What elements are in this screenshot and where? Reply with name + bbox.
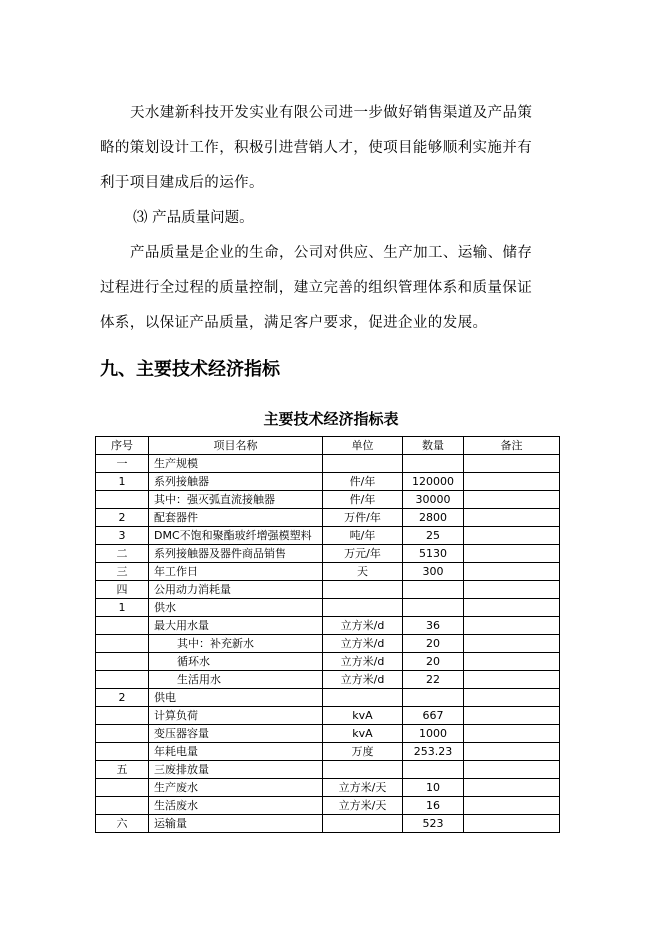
- cell-no: [96, 653, 149, 671]
- cell-name: 循环水: [149, 653, 323, 671]
- cell-remark: [464, 635, 560, 653]
- cell-unit: [323, 581, 403, 599]
- cell-unit: [323, 689, 403, 707]
- indicators-table: [95, 436, 560, 833]
- cell-qty: 36: [403, 617, 464, 635]
- cell-no: [96, 617, 149, 635]
- cell-no: [96, 725, 149, 743]
- cell-name: 三废排放量: [149, 761, 323, 779]
- cell-unit: 立方米/天: [323, 779, 403, 797]
- cell-no: [96, 635, 149, 653]
- cell-name: 最大用水量: [149, 617, 323, 635]
- cell-remark: [464, 545, 560, 563]
- cell-no: 五: [96, 761, 149, 779]
- table-row: [96, 743, 560, 761]
- cell-unit: [323, 599, 403, 617]
- cell-remark: [464, 563, 560, 581]
- header-no: 序号: [96, 437, 149, 455]
- paragraph-marketing: [100, 96, 570, 201]
- cell-remark: [464, 491, 560, 509]
- cell-unit: 立方米/天: [323, 797, 403, 815]
- cell-name: 生产规模: [149, 455, 323, 473]
- cell-name: 年工作日: [149, 563, 323, 581]
- cell-name: 运输量: [149, 815, 323, 833]
- cell-remark: [464, 725, 560, 743]
- cell-qty: [403, 581, 464, 599]
- cell-qty: 30000: [403, 491, 464, 509]
- cell-no: 1: [96, 599, 149, 617]
- cell-no: [96, 797, 149, 815]
- table-row: [96, 725, 560, 743]
- cell-unit: 万元/年: [323, 545, 403, 563]
- cell-remark: [464, 707, 560, 725]
- table-row: [96, 581, 560, 599]
- cell-qty: 5130: [403, 545, 464, 563]
- cell-no: [96, 707, 149, 725]
- cell-name: 配套器件: [149, 509, 323, 527]
- table-row: [96, 509, 560, 527]
- table-row: [96, 599, 560, 617]
- cell-qty: [403, 599, 464, 617]
- cell-name: 公用动力消耗量: [149, 581, 323, 599]
- cell-remark: [464, 581, 560, 599]
- cell-unit: 件/年: [323, 491, 403, 509]
- cell-no: 2: [96, 509, 149, 527]
- table-row: [96, 653, 560, 671]
- cell-unit: 立方米/d: [323, 653, 403, 671]
- cell-remark: [464, 815, 560, 833]
- cell-qty: 20: [403, 653, 464, 671]
- cell-no: 三: [96, 563, 149, 581]
- cell-name: 生活废水: [149, 797, 323, 815]
- cell-name: 系列接触器及器件商品销售: [149, 545, 323, 563]
- table-row: [96, 761, 560, 779]
- header-name: 项目名称: [149, 437, 323, 455]
- cell-qty: 253.23: [403, 743, 464, 761]
- paragraph-line: 体系，以保证产品质量，满足客户要求，促进企业的发展。: [100, 315, 488, 331]
- item-heading-quality: ⑶ 产品质量问题。: [133, 210, 254, 226]
- cell-unit: kvA: [323, 707, 403, 725]
- table-row: [96, 815, 560, 833]
- cell-qty: 523: [403, 815, 464, 833]
- cell-unit: 万度: [323, 743, 403, 761]
- cell-qty: 667: [403, 707, 464, 725]
- paragraph-line: 天水建新科技开发实业有限公司进一步做好销售渠道及产品策: [130, 105, 533, 121]
- cell-remark: [464, 527, 560, 545]
- cell-remark: [464, 455, 560, 473]
- table-row: [96, 635, 560, 653]
- table-row: [96, 779, 560, 797]
- cell-unit: 吨/年: [323, 527, 403, 545]
- table-row: [96, 689, 560, 707]
- cell-qty: 300: [403, 563, 464, 581]
- cell-unit: [323, 761, 403, 779]
- cell-name: 供水: [149, 599, 323, 617]
- table-title: 主要技术经济指标表: [263, 410, 399, 428]
- cell-no: 3: [96, 527, 149, 545]
- header-remark: 备注: [464, 437, 560, 455]
- cell-no: 二: [96, 545, 149, 563]
- cell-remark: [464, 689, 560, 707]
- table-row: [96, 707, 560, 725]
- cell-qty: [403, 455, 464, 473]
- cell-no: 一: [96, 455, 149, 473]
- cell-name: 其中：补充新水: [149, 635, 323, 653]
- table-row: [96, 491, 560, 509]
- cell-remark: [464, 599, 560, 617]
- header-unit: 单位: [323, 437, 403, 455]
- paragraph-line: 利于项目建成后的运作。: [100, 175, 264, 191]
- section-heading: 九、主要技术经济指标: [100, 359, 280, 380]
- cell-qty: [403, 689, 464, 707]
- table-header-row: [96, 437, 560, 455]
- table-row: [96, 671, 560, 689]
- cell-remark: [464, 761, 560, 779]
- cell-unit: 万件/年: [323, 509, 403, 527]
- cell-qty: 16: [403, 797, 464, 815]
- cell-no: 六: [96, 815, 149, 833]
- cell-no: [96, 743, 149, 761]
- cell-qty: 1000: [403, 725, 464, 743]
- cell-remark: [464, 653, 560, 671]
- table-row: [96, 473, 560, 491]
- cell-name: 计算负荷: [149, 707, 323, 725]
- cell-name: DMC不饱和聚酯玻纤增强模塑料: [149, 527, 323, 545]
- cell-no: [96, 779, 149, 797]
- cell-qty: 10: [403, 779, 464, 797]
- cell-unit: 件/年: [323, 473, 403, 491]
- table-row: [96, 545, 560, 563]
- cell-qty: 120000: [403, 473, 464, 491]
- cell-qty: 25: [403, 527, 464, 545]
- cell-remark: [464, 797, 560, 815]
- cell-name: 生活用水: [149, 671, 323, 689]
- cell-remark: [464, 509, 560, 527]
- table-body: [96, 455, 560, 833]
- cell-remark: [464, 671, 560, 689]
- cell-no: [96, 491, 149, 509]
- cell-no: 四: [96, 581, 149, 599]
- cell-unit: 立方米/d: [323, 671, 403, 689]
- table-row: [96, 455, 560, 473]
- cell-remark: [464, 743, 560, 761]
- cell-unit: 天: [323, 563, 403, 581]
- cell-remark: [464, 617, 560, 635]
- cell-unit: 立方米/d: [323, 617, 403, 635]
- paragraph-line: 产品质量是企业的生命，公司对供应、生产加工、运输、储存: [130, 245, 533, 261]
- cell-qty: 2800: [403, 509, 464, 527]
- table-row: [96, 563, 560, 581]
- cell-unit: kvA: [323, 725, 403, 743]
- cell-remark: [464, 473, 560, 491]
- paragraph-line: 过程进行全过程的质量控制，建立完善的组织管理体系和质量保证: [100, 280, 533, 296]
- cell-qty: 22: [403, 671, 464, 689]
- cell-unit: [323, 455, 403, 473]
- cell-name: 生产废水: [149, 779, 323, 797]
- cell-qty: 20: [403, 635, 464, 653]
- table-row: [96, 617, 560, 635]
- cell-no: 2: [96, 689, 149, 707]
- table-row: [96, 797, 560, 815]
- cell-name: 变压器容量: [149, 725, 323, 743]
- cell-unit: [323, 815, 403, 833]
- paragraph-line: 略的策划设计工作，积极引进营销人才，使项目能够顺利实施并有: [100, 140, 533, 156]
- cell-no: [96, 671, 149, 689]
- cell-qty: [403, 761, 464, 779]
- cell-remark: [464, 779, 560, 797]
- cell-no: 1: [96, 473, 149, 491]
- cell-unit: 立方米/d: [323, 635, 403, 653]
- table-row: [96, 527, 560, 545]
- header-qty: 数量: [403, 437, 464, 455]
- cell-name: 系列接触器: [149, 473, 323, 491]
- paragraph-quality: [100, 236, 570, 341]
- cell-name: 年耗电量: [149, 743, 323, 761]
- cell-name: 供电: [149, 689, 323, 707]
- cell-name: 其中：强灭弧直流接触器: [149, 491, 323, 509]
